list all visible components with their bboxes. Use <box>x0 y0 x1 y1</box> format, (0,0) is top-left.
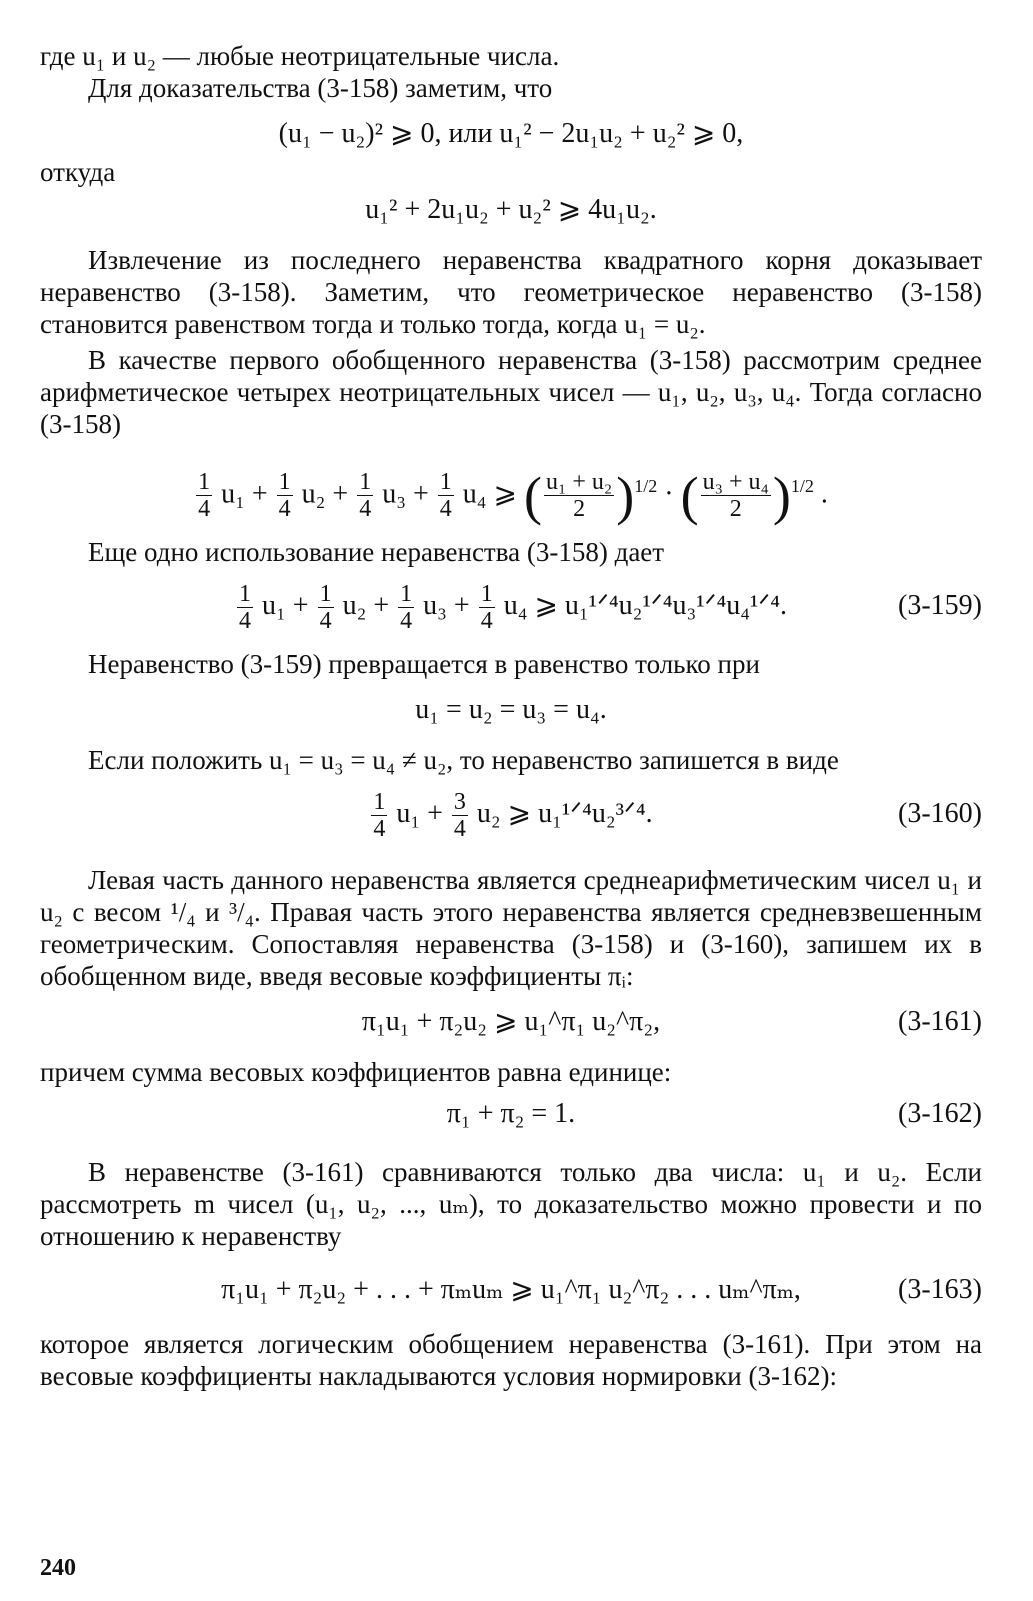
fraction: $\frac{1}{4}$ <box>373 789 386 843</box>
formula <box>40 192 982 228</box>
formula <box>40 116 982 152</box>
equation-number: (3-163) <box>898 1274 982 1306</box>
formula-body: u₁² + 2u₁u₂ + u₂² ⩾ 4u₁u₂. <box>365 194 657 225</box>
fraction: $\frac{1}{4}$ <box>239 581 251 635</box>
formula-body: u₁ = u₂ = u₃ = u₄. <box>415 694 607 726</box>
fraction: $\frac{1}{4}$ <box>198 469 211 523</box>
formula-3-160 <box>40 784 982 844</box>
formula-term: u₂ + <box>301 478 349 510</box>
formula-3-161 <box>40 1004 982 1040</box>
equation-number: (3-159) <box>898 590 982 622</box>
page-content <box>40 40 982 1392</box>
fraction: $\frac{\text{u₁ + u₂}}{2}$ <box>546 469 613 523</box>
equation-number: (3-161) <box>898 1006 982 1038</box>
fraction: $\frac{3}{4}$ <box>453 789 466 843</box>
text-line: Еще одно использование неравенства (3-158) дает <box>88 537 665 568</box>
paragraph: Левая часть данного неравенства является среднеарифметическим чисел u₁ и u₂ с весом ¹/₄ и ³/₄. Правая часть этого неравенства является средневзвешенным геометрическим. Сопоставляя неравенства (3-158) и (3-160), запишем их в обобщенном виде, введя весовые коэффициенты πᵢ: <box>40 865 982 992</box>
paragraph: В качестве первого обобщенного неравенства (3-158) рассмотрим среднее арифметическое четырех неотрицательных чисел — u₁, u₂, u₃, u₄. Тогда согласно (3-158) <box>40 345 982 439</box>
fraction: $\frac{\text{u₃ + u₄}}{2}$ <box>702 469 769 523</box>
text-line: Для доказательства (3-158) заметим, что <box>88 73 553 103</box>
fraction: $\frac{1}{4}$ <box>439 469 452 523</box>
formula-3-159 <box>40 576 982 636</box>
text-line: Если положить u₁ = u₃ = u₄ ≠ u₂, то неравенство запишется в виде <box>88 745 839 776</box>
formula-term: u₂ ⩾ u₁¹ᐟ⁴u₂³ᐟ⁴. <box>476 798 653 830</box>
formula-term: u₁ + <box>221 478 268 510</box>
formula-body: π₁ + π₂ = 1. <box>446 1098 576 1130</box>
formula-fractions: $\frac{1}{4}$ u₁ + $\frac{1}{4}$ u₂ + $\frac{1}{4}$ u₃ + $\frac{1}{4}$ u₄ ⩾ ( $\frac{\text{u₁ + u₂}}{2}$ )$^{1/2}$ · ( $\frac{\text{u₃ + u₄}}{2}$ )$^{1/2}$ . <box>198 465 828 526</box>
formula-term: u₂ + <box>342 590 390 622</box>
formula-term: u₄ ⩾ <box>462 478 518 510</box>
text-line: Неравенство (3-159) превращается в равенство только при <box>88 649 760 680</box>
formula-body: π₁u₁ + π₂u₂ ⩾ u₁^π₁ u₂^π₂, <box>361 1006 661 1038</box>
fraction: $\frac{1}{4}$ <box>319 581 332 635</box>
text-line: где u₁ и u₂ — любые неотрицательные числа. <box>40 41 560 71</box>
formula-term: u₁ + <box>262 590 309 622</box>
equation-number: (3-162) <box>898 1098 982 1130</box>
formula-3-162 <box>40 1096 982 1132</box>
fraction: $\frac{1}{4}$ <box>278 469 291 523</box>
text-line: откуда <box>40 157 116 187</box>
equation-number: (3-160) <box>898 798 982 830</box>
paragraph: которое является логическим обобщением неравенства (3-161). При этом на весовые коэффициенты накладываются условия нормировки (3-162): <box>40 1329 982 1392</box>
fraction: $\frac{1}{4}$ <box>359 469 372 523</box>
paragraph: Извлечение из последнего неравенства квадратного корня доказывает неравенство (3-158). Заметим, что геометрическое неравенство (3-158) становится равенством тогда и только тогда, когда u₁ = u₂. <box>40 245 982 339</box>
formula-term: u₁ + <box>396 798 443 830</box>
fraction: $\frac{1}{4}$ <box>400 581 413 635</box>
formula-term: u₃ + <box>423 590 470 622</box>
text-line: причем сумма весовых коэффициентов равна единице: <box>40 1057 672 1088</box>
formula-body: π₁u₁ + π₂u₂ + . . . + πₘuₘ ⩾ u₁^π₁ u₂^π₂ . . . uₘ^πₘ, <box>221 1274 801 1306</box>
paragraph: В неравенстве (3-161) сравниваются только два числа: u₁ и u₂. Если рассмотреть m чисел (u₁, u₂, ..., uₘ), то доказательство можно провести и по отношению к неравенству <box>40 1157 982 1252</box>
formula-body: (u₁ − u₂)² ⩾ 0, или u₁² − 2u₁u₂ + u₂² ⩾ 0, <box>278 118 744 149</box>
formula-term: u₃ + <box>382 478 429 510</box>
formula <box>40 692 982 728</box>
formula-3-163 <box>40 1272 982 1308</box>
fraction: $\frac{1}{4}$ <box>480 581 493 635</box>
page-number: 240 <box>40 1555 76 1581</box>
formula-term: u₄ ⩾ u₁¹ᐟ⁴u₂¹ᐟ⁴u₃¹ᐟ⁴u₄¹ᐟ⁴. <box>503 590 787 622</box>
